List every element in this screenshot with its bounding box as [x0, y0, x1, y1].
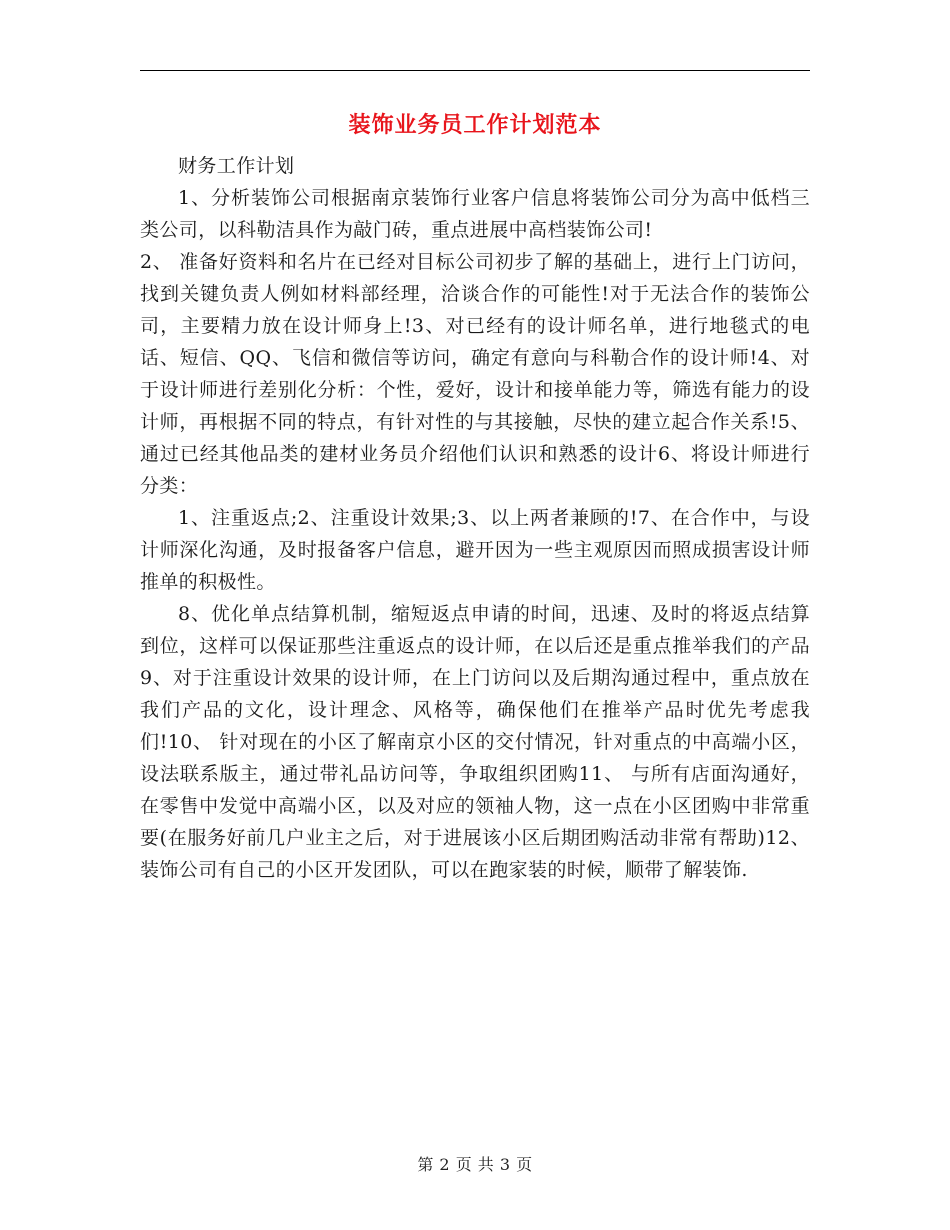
- document-body: [140, 150, 810, 886]
- page-number-footer: 第 2 页 共 3 页: [417, 1155, 533, 1174]
- body-paragraph: 1、注重返点;2、注重设计效果;3、以上两者兼顾的!7、在合作中，与设计师深化沟通，及时报备客户信息，避开因为一些主观原因而照成损害设计师推单的积极性。: [140, 507, 810, 593]
- body-paragraph: 1、分析装饰公司根据南京装饰行业客户信息将装饰公司分为高中低档三类公司，以科勒洁具作为敲门砖，重点进展中高档装饰公司!: [140, 187, 810, 241]
- section-heading: 财务工作计划: [178, 155, 295, 177]
- body-paragraph: 2、 准备好资料和名片在已经对目标公司初步了解的基础上，进行上门访问，找到关键负责人例如材料部经理，洽谈合作的可能性!对于无法合作的装饰公司，主要精力放在设计师身上!3、对已经有的设计师名单，进行地毯式的电话、短信、QQ、飞信和微信等访问，确定有意向与科勒合作的设计师!4、对于设计师进行差别化分析：个性，爱好，设计和接单能力等，筛选有能力的设计师，再根据不同的特点，有针对性的与其接触，尽快的建立起合作关系!5、通过已经其他品类的建材业务员介绍他们认识和熟悉的设计6、将设计师进行分类：: [140, 251, 810, 497]
- document-title: 装饰业务员工作计划范本: [348, 112, 602, 138]
- body-paragraph: 8、优化单点结算机制，缩短返点申请的时间，迅速、及时的将返点结算到位，这样可以保证那些注重返点的设计师，在以后还是重点推举我们的产品9、对于注重设计效果的设计师，在上门访问以及后期沟通过程中，重点放在我们产品的文化，设计理念、风格等，确保他们在推举产品时优先考虑我们!10、 针对现在的小区了解南京小区的交付情况，针对重点的中高端小区，设法联系版主，通过带礼品访问等，争取组织团购11、 与所有店面沟通好，在零售中发觉中高端小区，以及对应的领袖人物，这一点在小区团购中非常重要(在服务好前几户业主之后，对于进展该小区后期团购活动非常有帮助)12、 装饰公司有自己的小区开发团队，可以在跑家装的时候，顺带了解装饰.: [140, 603, 810, 881]
- header-divider: [140, 70, 810, 71]
